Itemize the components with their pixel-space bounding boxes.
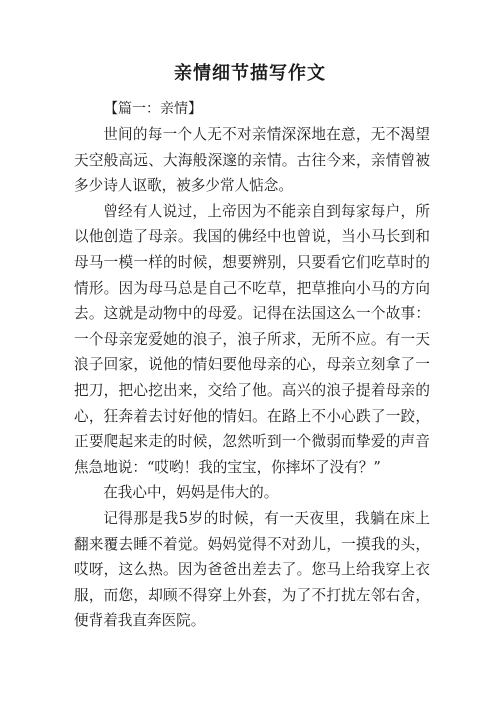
document-body [74, 96, 430, 634]
paragraph-1: 世间的每一个人无不对亲情深深地在意，无不渴望天空般高远、大海般深邃的亲情。古往今来，亲情曾被多少诗人讴歌，被多少常人惦念。 [74, 126, 430, 195]
document-title: 亲情细节描写作文 [174, 63, 326, 84]
paragraph-3: 在我心中，妈妈是伟大的。 [103, 484, 279, 502]
paragraph-4: 记得那是我5岁的时候，有一天夜里，我躺在床上翻来覆去睡不着觉。妈妈觉得不对劲儿，一摸我的头，哎呀，这么热。因为爸爸出差去了。您马上给我穿上衣服，而您，却顾不得穿上外套，为了不打扰左邻右舍，便背着我直奔医院。 [74, 509, 430, 630]
paragraph-2: 曾经有人说过，上帝因为不能亲自到每家每户，所以他创造了母亲。我国的佛经中也曾说，当小马长到和母马一模一样的时候，想要辨别，只要看它们吃草时的情形。因为母马总是自己不吃草，把草推向小马的方向去。这就是动物中的母爱。记得在法国这么一个故事：一个母亲宠爱她的浪子，浪子所求，无所不应。有一天浪子回家，说他的情妇要他母亲的心，母亲立刻拿了一把刀，把心挖出来，交给了他。高兴的浪子提着母亲的心，狂奔着去讨好他的情妇。在路上不小心跌了一跤，正要爬起来走的时候，忽然听到一个微弱而挚爱的声音焦急地说：“哎哟！我的宝宝，你摔坏了没有？” [74, 202, 430, 476]
section-heading: 【篇一：亲情】 [104, 101, 202, 117]
